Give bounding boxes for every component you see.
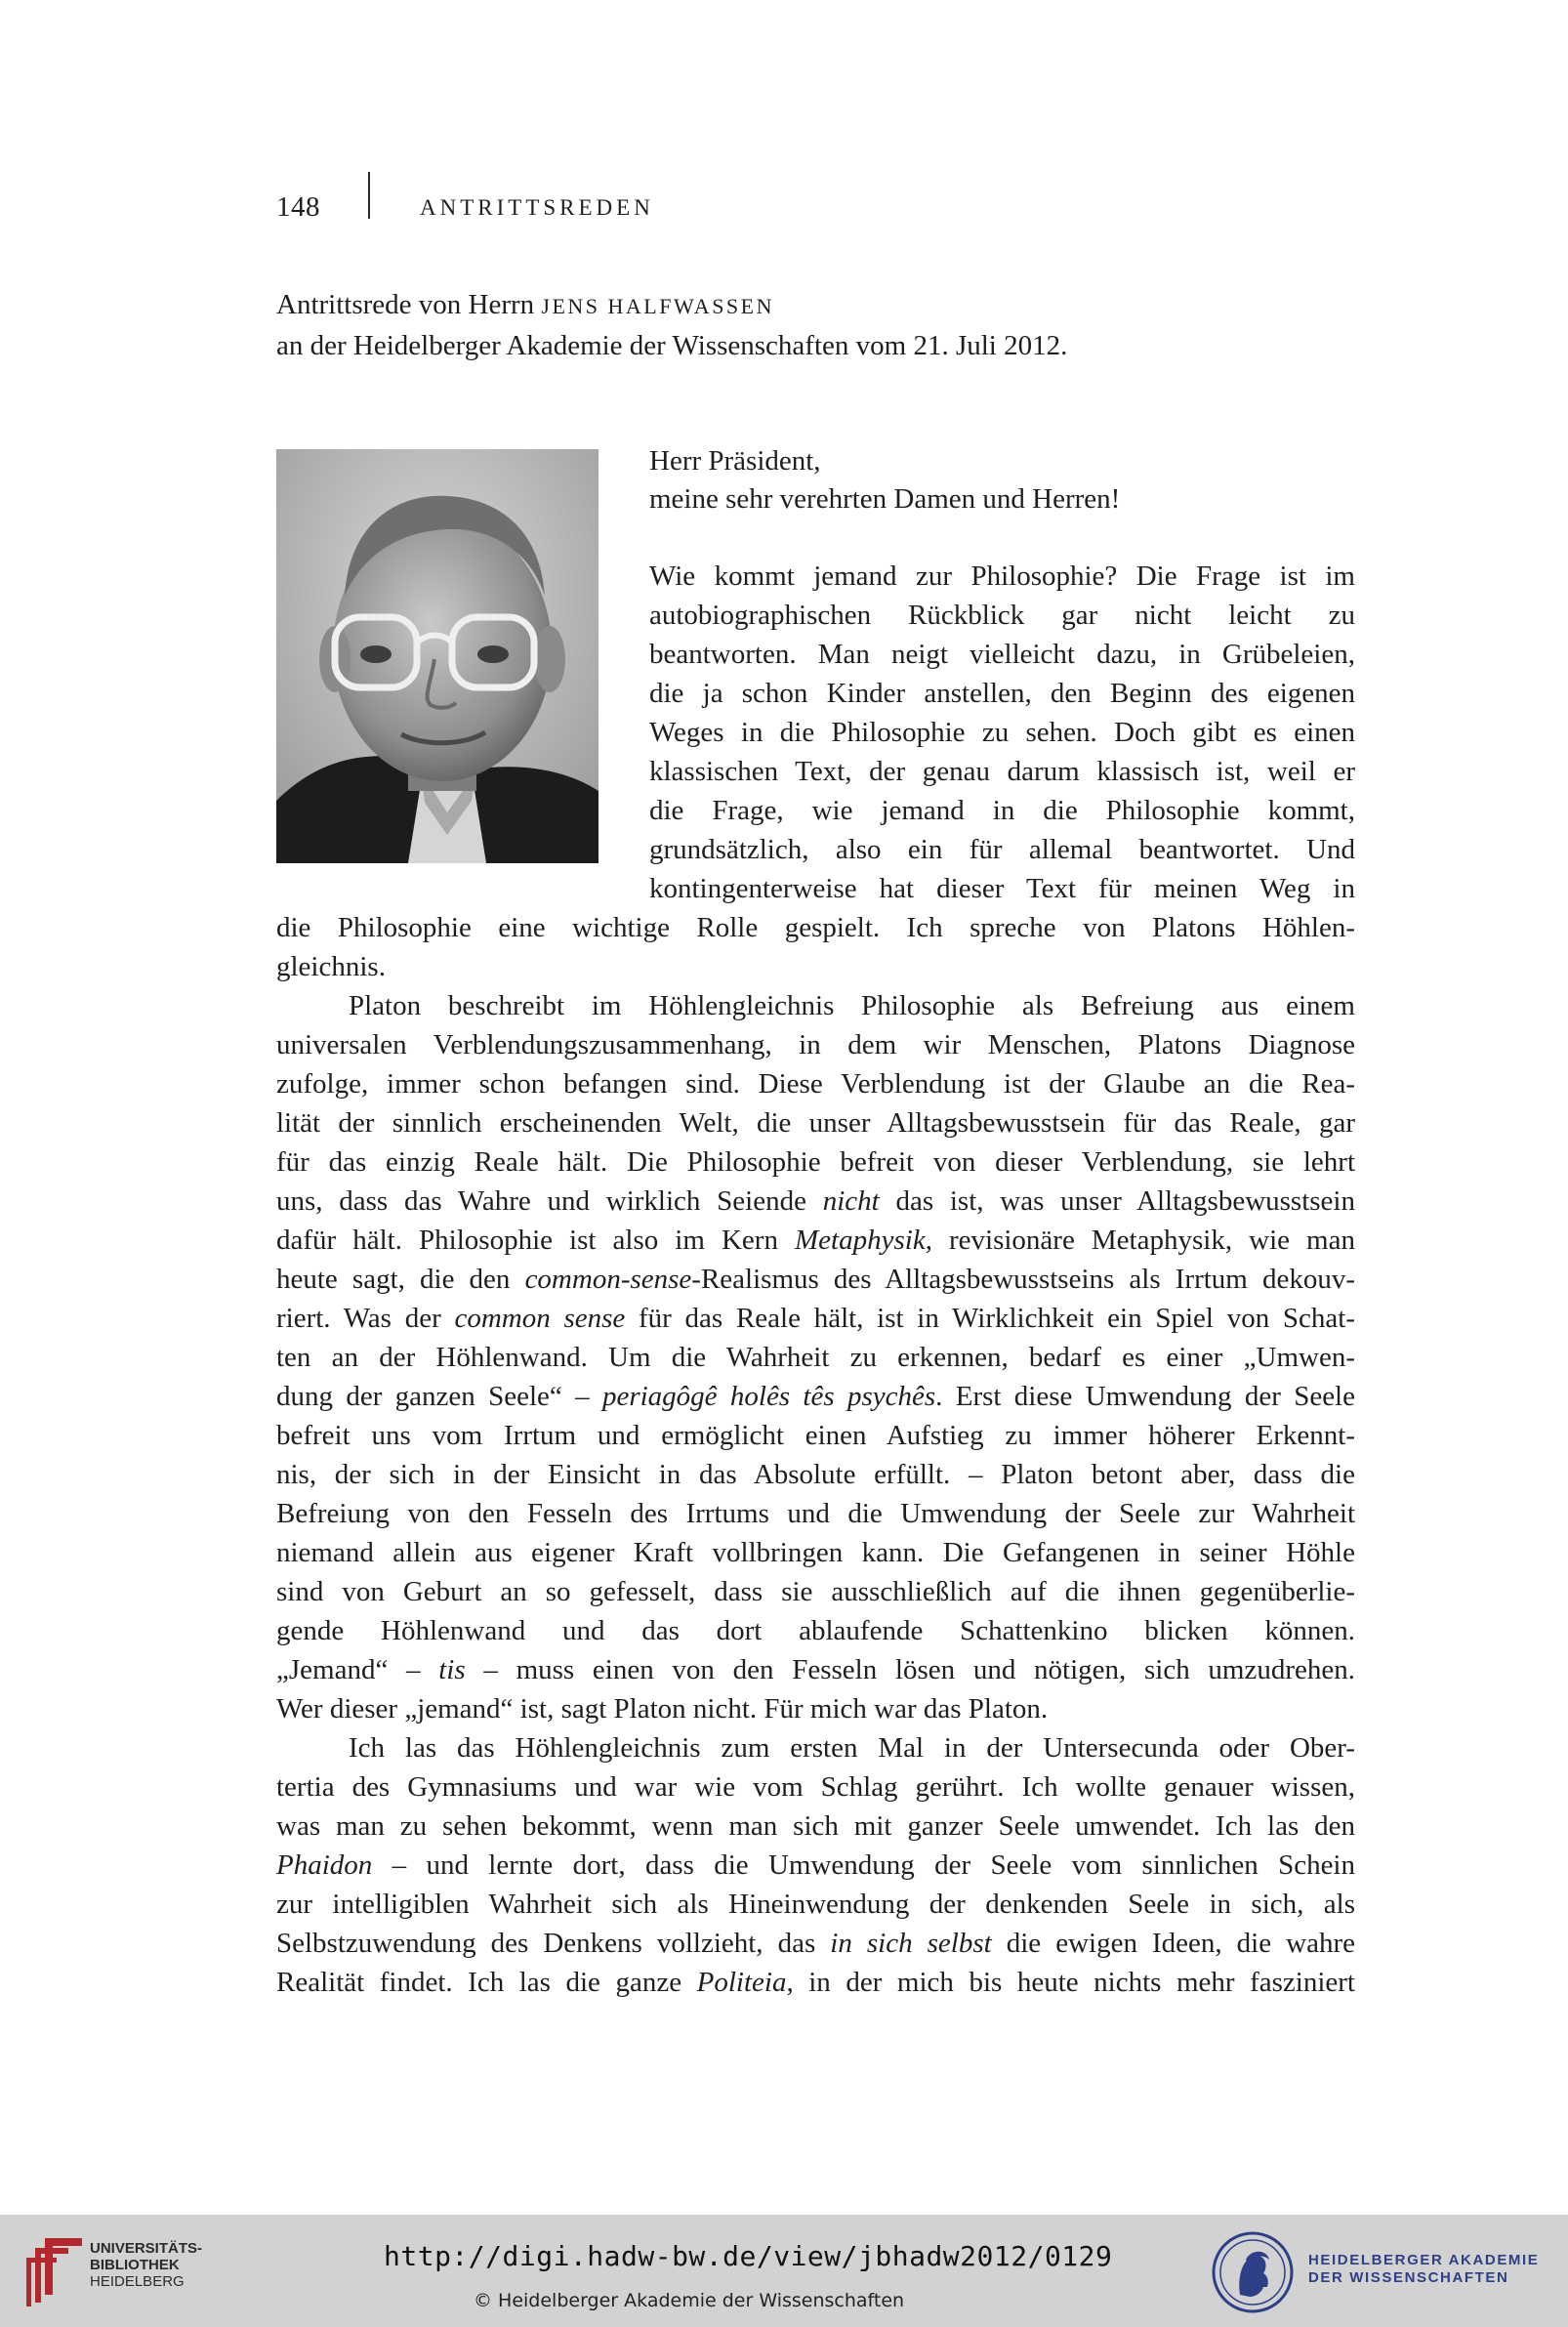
text-line: Platon beschreibt im Höhlengleichnis Philosophie als Befreiung aus einem xyxy=(349,990,1355,1021)
body-paragraph-wrapped xyxy=(649,557,1355,908)
academy-line-1: HEIDELBERGER AKADEMIE xyxy=(1308,2252,1540,2268)
text-run: , revisionäre Metaphysik, wie man xyxy=(925,1225,1355,1256)
text-run: für das Reale hält, ist in Wirklichkeit ein Spiel von Schat- xyxy=(625,1303,1356,1334)
text-run: – und lernte dort, dass die Umwendung der Seele vom sinnlichen Schein xyxy=(372,1849,1355,1881)
text-line: nis, der sich in der Einsicht in das Absolute erfüllt. – Platon betont aber, dass die xyxy=(276,1459,1355,1490)
text-run: riert. Was der xyxy=(276,1303,455,1334)
text-line: universalen Verblendungszusammenhang, in dem wir Menschen, Platons Diagnose xyxy=(276,1029,1355,1060)
text-line: Wer dieser „jemand“ ist, sagt Platon nicht. Für mich war das Platon. xyxy=(276,1693,1049,1724)
text-line: niemand allein aus eigener Kraft vollbringen kann. Die Gefangenen in seiner Höhle xyxy=(276,1537,1355,1568)
text-line xyxy=(276,1182,1355,1221)
emphasis: Politeia xyxy=(696,1967,787,1998)
text-line xyxy=(276,1963,1355,2002)
text-line: die ja schon Kinder anstellen, den Beginn des eigenen xyxy=(649,678,1355,709)
salutation xyxy=(649,442,1362,519)
library-line-1: UNIVERSITÄTS- xyxy=(90,2240,203,2257)
copyright-notice: © Heidelberger Akademie der Wissenschaften xyxy=(474,2290,905,2311)
university-library-name xyxy=(90,2240,202,2290)
text-run: „Jemand“ – xyxy=(276,1654,439,1685)
text-line: grundsätzlich, also ein für allemal beantwortet. Und xyxy=(649,834,1355,865)
text-line: Weges in die Philosophie zu sehen. Doch gibt es einen xyxy=(649,717,1355,748)
text-line xyxy=(276,1846,1355,1885)
text-run: -Realismus des Alltagsbewusstseins als Irrtum dekouv- xyxy=(691,1264,1355,1295)
salutation-line-2: meine sehr verehrten Damen und Herren! xyxy=(649,483,1121,515)
text-run: heute sagt, die den xyxy=(276,1264,525,1295)
emphasis: periagôgê holês tês psychês xyxy=(601,1381,936,1412)
library-line-2: BIBLIOTHEK xyxy=(90,2257,180,2273)
text-line: Befreiung von den Fesseln des Irrtums und die Umwendung der Seele zur Wahrheit xyxy=(276,1498,1355,1529)
page-number: 148 xyxy=(276,191,320,223)
emphasis: Phaidon xyxy=(276,1849,373,1881)
text-run: . Erst diese Umwendung der Seele xyxy=(935,1381,1355,1412)
portrait-photo xyxy=(276,449,598,863)
text-line xyxy=(276,1377,1355,1416)
text-line: klassischen Text, der genau darum klassisch ist, weil er xyxy=(649,756,1355,787)
text-line: ten an der Höhlenwand. Um die Wahrheit zu erkennen, bedarf es einer „Umwen- xyxy=(276,1342,1355,1373)
text-line: beantworten. Man neigt vielleicht dazu, in Grübeleien, xyxy=(649,639,1355,670)
permalink-url[interactable]: http://digi.hadw-bw.de/view/jbhadw2012/0129 xyxy=(384,2240,1113,2272)
text-line: die Frage, wie jemand in die Philosophie kommt, xyxy=(649,795,1355,826)
text-line: kontingenterweise hat dieser Text für meinen Weg in xyxy=(649,873,1355,904)
speech-intro xyxy=(276,285,1360,365)
text-line: zur intelligiblen Wahrheit sich als Hineinwendung der denkenden Seele in sich, als xyxy=(276,1889,1355,1920)
text-line xyxy=(276,1924,1355,1963)
emphasis: common-sense xyxy=(524,1264,692,1295)
academy-seal-icon[interactable] xyxy=(1211,2230,1295,2314)
text-line: zufolge, immer schon befangen sind. Diese Verblendung ist der Glaube an die Rea- xyxy=(276,1068,1355,1100)
library-line-3: HEIDELBERG xyxy=(90,2273,185,2290)
emphasis: in sich selbst xyxy=(830,1928,992,1959)
text-line: tertia des Gymnasiums und war wie vom Schlag gerührt. Ich wollte genauer wissen, xyxy=(276,1771,1355,1803)
text-line: gleichnis. xyxy=(276,951,386,982)
text-run: die ewigen Ideen, die wahre xyxy=(991,1928,1355,1959)
text-run: das ist, was unser Alltagsbewusstsein xyxy=(879,1185,1355,1217)
text-line: sind von Geburt an so gefesselt, dass sie ausschließlich auf die ihnen gegenüberlie- xyxy=(276,1576,1355,1607)
academy-line-2: DER WISSENSCHAFTEN xyxy=(1308,2269,1509,2286)
emphasis: common sense xyxy=(454,1303,626,1334)
text-line: befreit uns vom Irrtum und ermöglicht einen Aufstieg zu immer höherer Erkennt- xyxy=(276,1420,1355,1451)
text-run: uns, dass das Wahre und wirklich Seiende xyxy=(276,1185,823,1217)
intro-prefix: Antrittsrede von Herrn xyxy=(276,289,542,320)
text-run: Selbstzuwendung des Denkens vollzieht, das xyxy=(276,1928,831,1959)
text-line: für das einzig Reale hält. Die Philosophie befreit von dieser Verblendung, sie lehrt xyxy=(276,1146,1355,1178)
intro-line-1 xyxy=(276,285,1360,326)
text-line xyxy=(276,1221,1355,1260)
speaker-name: JENS HALFWASSEN xyxy=(541,294,774,318)
text-run: – muss einen von den Fesseln lösen und nötigen, sich umzudrehen. xyxy=(465,1654,1355,1685)
body-text xyxy=(276,908,1355,2002)
section-title: ANTRITTSREDEN xyxy=(420,195,654,220)
text-line: lität der sinnlich erscheinenden Welt, die unser Alltagsbewusstsein für das Reale, gar xyxy=(276,1107,1355,1139)
emphasis: nicht xyxy=(822,1185,880,1217)
viewer-footer xyxy=(0,2215,1568,2327)
text-run: dung der ganzen Seele“ – xyxy=(276,1381,602,1412)
academy-name xyxy=(1308,2252,1539,2287)
text-line: gende Höhlenwand und das dort ablaufende Schattenkino blicken können. xyxy=(276,1615,1355,1646)
university-library-logo-icon[interactable] xyxy=(23,2232,88,2308)
text-line xyxy=(276,1299,1355,1338)
salutation-line-1: Herr Präsident, xyxy=(649,445,821,477)
text-run: dafür hält. Philosophie ist also im Kern xyxy=(276,1225,796,1256)
emphasis: Metaphysik xyxy=(795,1225,926,1256)
text-run: Realität findet. Ich las die ganze xyxy=(276,1967,697,1998)
intro-line-2: an der Heidelberger Akademie der Wissenschaften vom 21. Juli 2012. xyxy=(276,330,1068,361)
emphasis: tis xyxy=(438,1654,466,1685)
text-line: die Philosophie eine wichtige Rolle gespielt. Ich spreche von Platons Höhlen- xyxy=(276,912,1355,943)
text-run: , in der mich bis heute nichts mehr fasziniert xyxy=(786,1967,1355,1998)
text-line: Wie kommt jemand zur Philosophie? Die Frage ist im xyxy=(649,561,1355,592)
text-line xyxy=(276,1650,1355,1689)
speaker-portrait xyxy=(276,449,598,863)
text-line: Ich las das Höhlengleichnis zum ersten Mal in der Untersecunda oder Ober- xyxy=(349,1732,1355,1764)
text-line: autobiographischen Rückblick gar nicht leicht zu xyxy=(649,600,1355,631)
text-line: was man zu sehen bekommt, wenn man sich mit ganzer Seele umwendet. Ich las den xyxy=(276,1810,1355,1842)
header-divider xyxy=(368,172,370,219)
text-line xyxy=(276,1260,1355,1299)
